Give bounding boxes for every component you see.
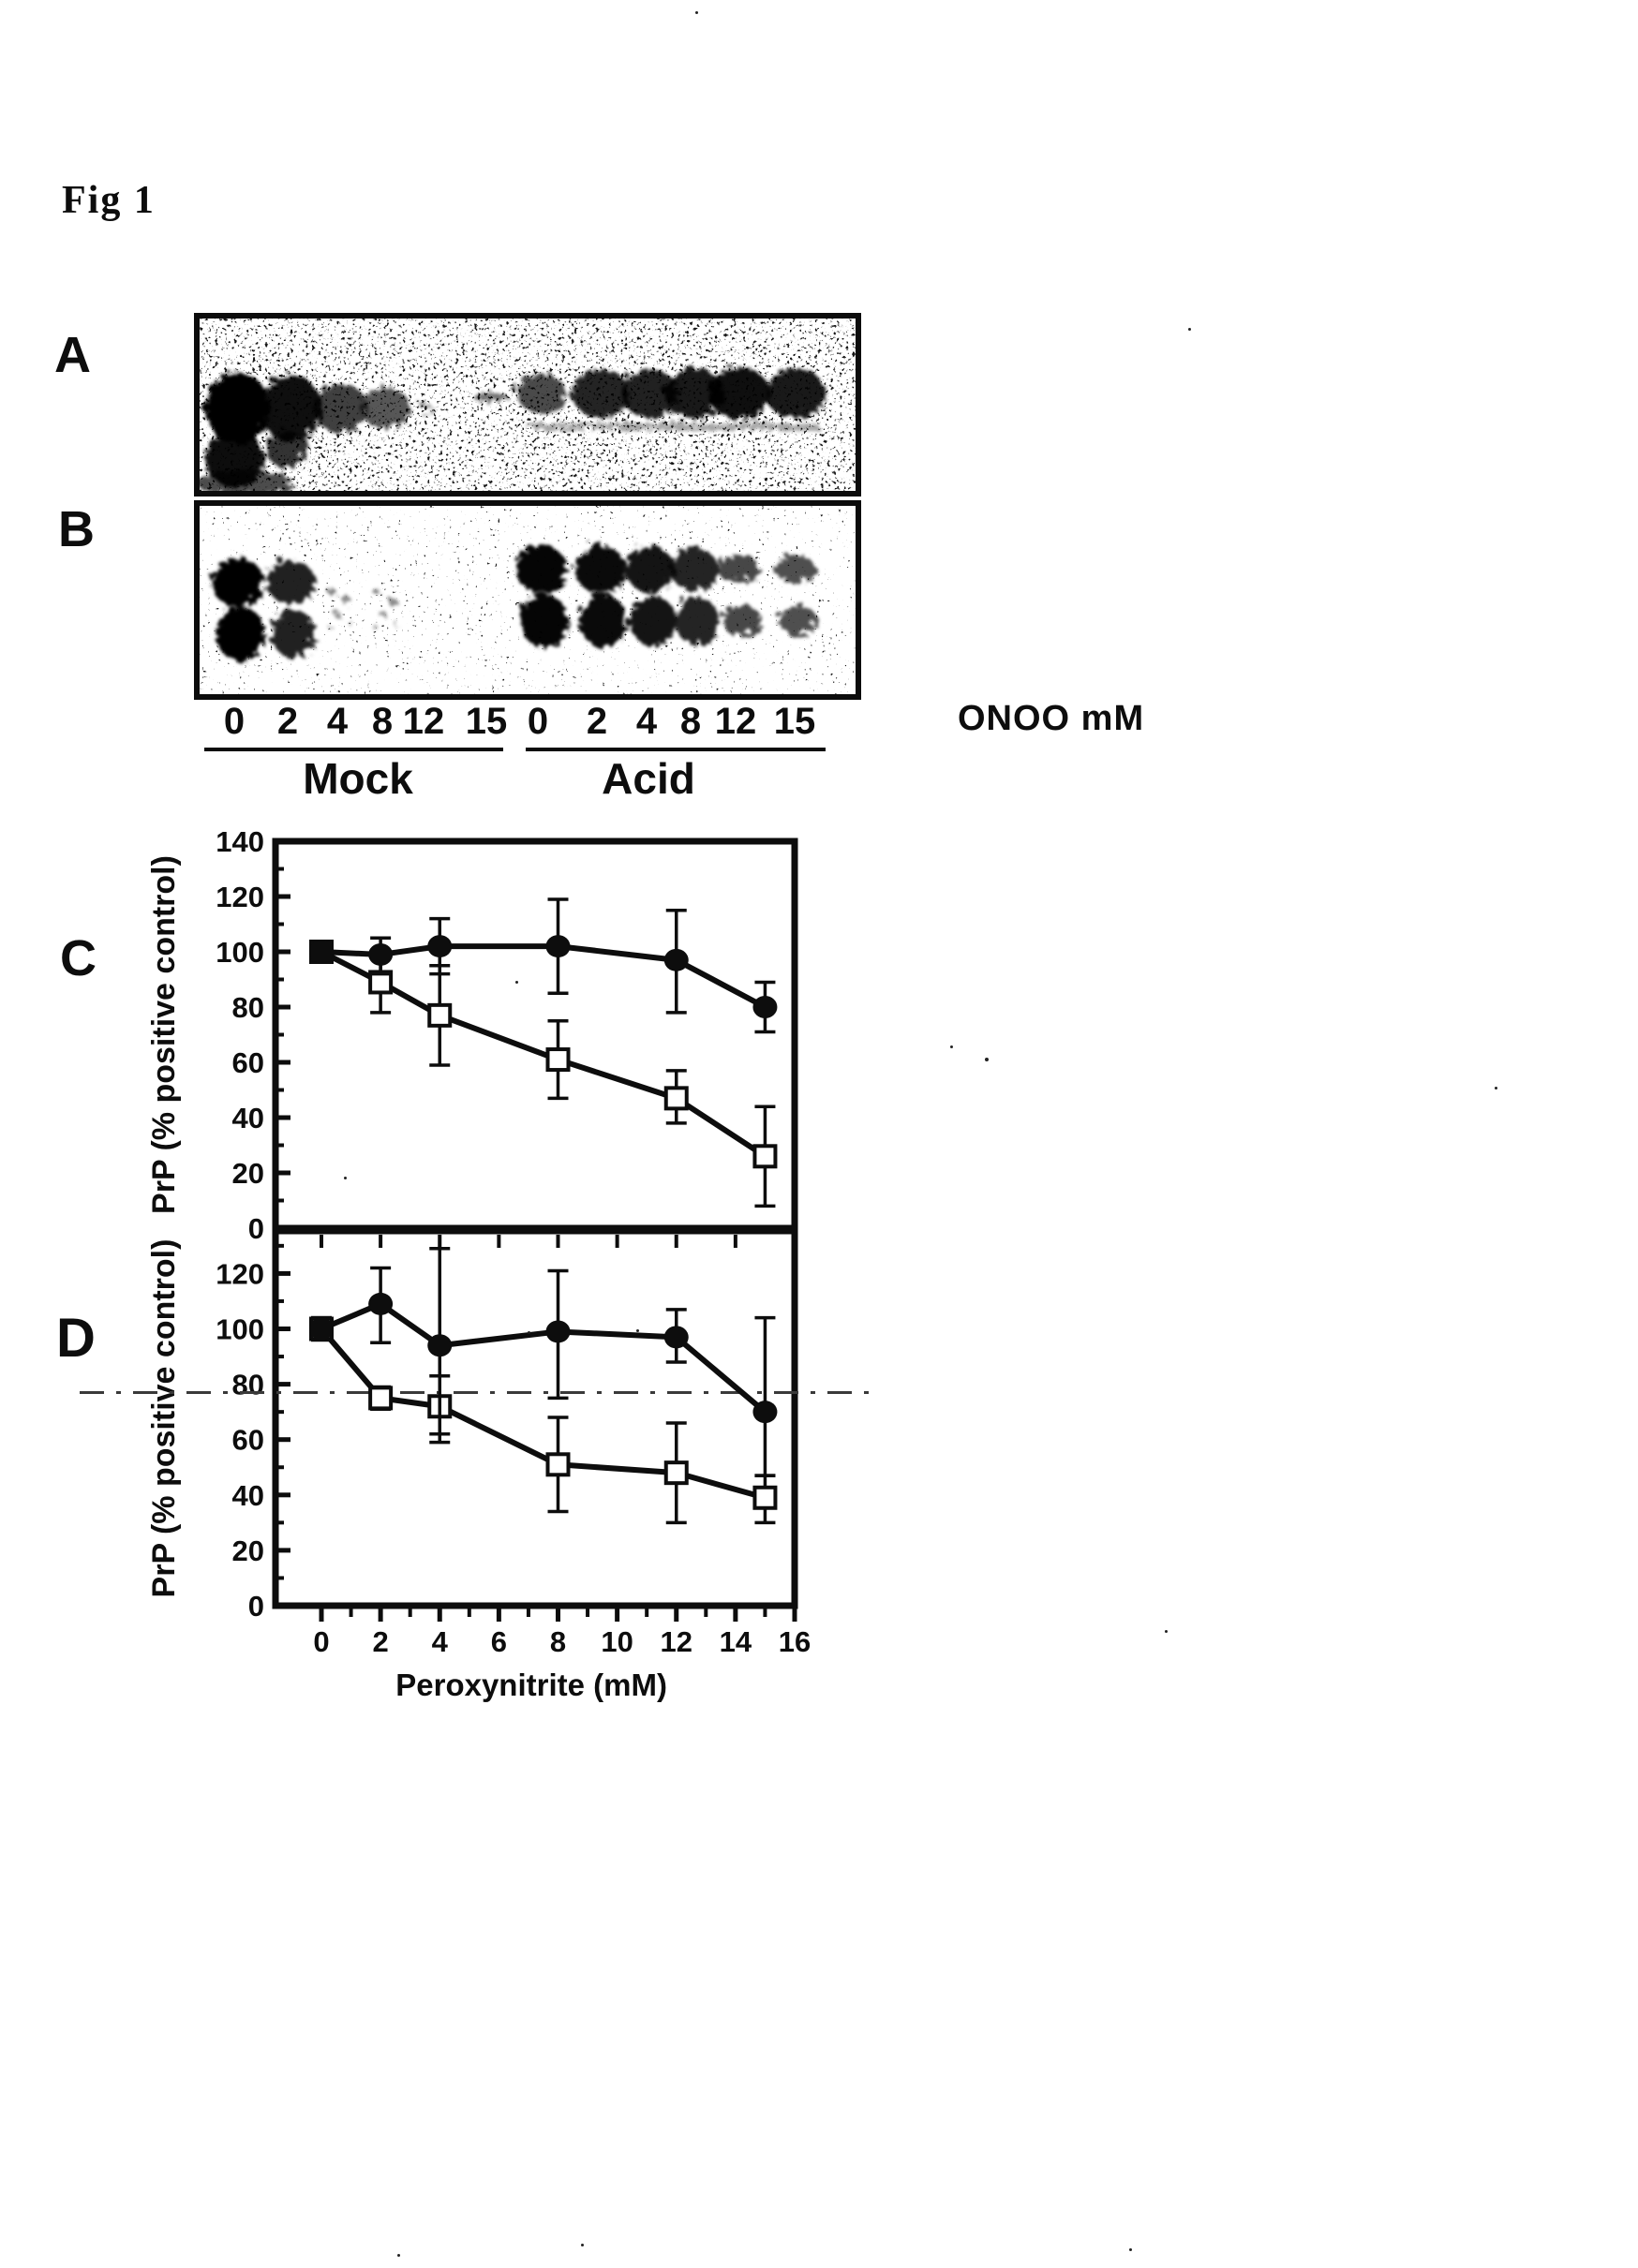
blot-b-image <box>200 506 856 694</box>
open-square-marker <box>754 1488 775 1508</box>
panel-b-label: B <box>58 501 95 557</box>
group-label-acid: Acid <box>602 754 695 803</box>
filled-circle-marker <box>546 935 571 957</box>
filled-circle-marker <box>664 949 689 971</box>
series-open-square <box>311 1318 775 1523</box>
scan-speck <box>950 1045 953 1048</box>
y-tick-label: 120 <box>216 881 264 913</box>
series-open-square <box>311 941 775 1206</box>
figure-title: Fig 1 <box>62 179 156 222</box>
lane-label-mock-0: 0 <box>223 701 246 742</box>
filled-circle-marker <box>427 1334 452 1356</box>
lane-label-mock-4: 4 <box>326 701 349 742</box>
x-tick-label: 2 <box>372 1625 389 1658</box>
filled-circle-marker <box>309 1318 334 1341</box>
lane-label-acid-12: 12 <box>714 701 757 742</box>
scan-speck <box>397 2254 400 2257</box>
scan-speck <box>1188 328 1191 331</box>
open-square-marker <box>666 1462 687 1483</box>
lane-label-acid-0: 0 <box>527 701 549 742</box>
lane-label-acid-15: 15 <box>773 701 816 742</box>
x-tick-label: 8 <box>549 1625 567 1658</box>
series-filled-circle <box>309 1249 777 1475</box>
y-tick-label: 20 <box>231 1534 264 1567</box>
blot-a-image <box>200 319 856 491</box>
scan-speck <box>528 1331 530 1334</box>
y-tick-label: 80 <box>231 1368 264 1401</box>
panel-d-label: D <box>56 1308 96 1369</box>
onoo-unit-label: ONOO mM <box>958 699 1145 738</box>
y-tick-label: 140 <box>216 825 264 858</box>
y-tick-label: 40 <box>231 1102 264 1134</box>
chart-d <box>80 1231 879 1623</box>
y-tick-label: 120 <box>216 1257 264 1291</box>
mock-underline <box>204 748 503 751</box>
open-square-marker <box>370 1387 391 1408</box>
scan-speck <box>344 1177 347 1179</box>
lane-label-mock-2: 2 <box>276 701 299 742</box>
open-square-marker <box>429 1005 450 1026</box>
open-square-marker <box>754 1146 775 1166</box>
filled-circle-marker <box>664 1326 689 1348</box>
y-tick-label: 80 <box>231 991 264 1024</box>
filled-circle-marker <box>427 935 452 957</box>
lane-label-mock-8: 8 <box>371 701 394 742</box>
lane-label-acid-2: 2 <box>586 701 608 742</box>
x-axis-label: Peroxynitrite (mM) <box>395 1668 667 1702</box>
scan-speck <box>1129 2248 1132 2251</box>
y-tick-label: 100 <box>216 936 264 969</box>
x-tick-label: 0 <box>313 1625 330 1658</box>
scan-speck <box>1165 1630 1168 1633</box>
y-tick-label: 40 <box>231 1478 264 1512</box>
panel-a-label: A <box>54 327 91 383</box>
filled-circle-marker <box>309 941 334 963</box>
lane-label-acid-4: 4 <box>635 701 658 742</box>
y-axis-label: PrP (% positive control) <box>146 1238 182 1598</box>
y-axis-label: PrP (% positive control) <box>146 855 182 1214</box>
x-tick-label: 6 <box>490 1625 507 1658</box>
y-tick-label: 20 <box>231 1157 264 1190</box>
y-tick-label: 60 <box>231 1046 264 1079</box>
open-square-marker <box>548 1454 569 1475</box>
x-tick-label: 12 <box>660 1625 692 1658</box>
lane-label-mock-15: 15 <box>465 701 508 742</box>
x-axis <box>313 1608 811 1702</box>
y-tick-label: 0 <box>247 1212 264 1245</box>
x-tick-label: 16 <box>778 1625 812 1658</box>
filled-circle-marker <box>546 1320 571 1342</box>
western-blot-panel-a <box>194 313 861 497</box>
panel-c-label: C <box>60 930 97 986</box>
western-blot-panel-b <box>194 500 861 700</box>
chart-c <box>146 825 795 1245</box>
open-square-marker <box>666 1088 687 1108</box>
acid-underline <box>526 748 826 751</box>
x-tick-label: 14 <box>719 1625 752 1658</box>
x-tick-label: 4 <box>431 1625 448 1658</box>
blot-b-noise <box>200 506 856 694</box>
group-label-mock: Mock <box>303 754 413 803</box>
prp-charts-svg <box>37 824 918 1724</box>
filled-circle-marker <box>752 996 777 1018</box>
filled-circle-marker <box>752 1401 777 1423</box>
shared-axis-ticks <box>321 1235 795 1248</box>
y-tick-label: 0 <box>247 1590 264 1623</box>
blot-a-noise <box>200 319 856 491</box>
lane-label-acid-8: 8 <box>679 701 702 742</box>
y-tick-label: 60 <box>231 1423 264 1457</box>
scan-speck <box>581 2244 584 2246</box>
open-square-marker <box>548 1049 569 1070</box>
lane-label-mock-12: 12 <box>402 701 445 742</box>
x-tick-label: 10 <box>601 1625 633 1658</box>
filled-circle-marker <box>368 1293 393 1315</box>
scan-speck <box>636 1329 639 1332</box>
filled-circle-marker <box>368 943 393 966</box>
scan-speck <box>985 1058 989 1061</box>
scan-speck <box>1495 1087 1497 1090</box>
scan-speck <box>695 11 698 14</box>
scan-speck <box>515 981 518 984</box>
y-tick-label: 100 <box>216 1312 264 1346</box>
